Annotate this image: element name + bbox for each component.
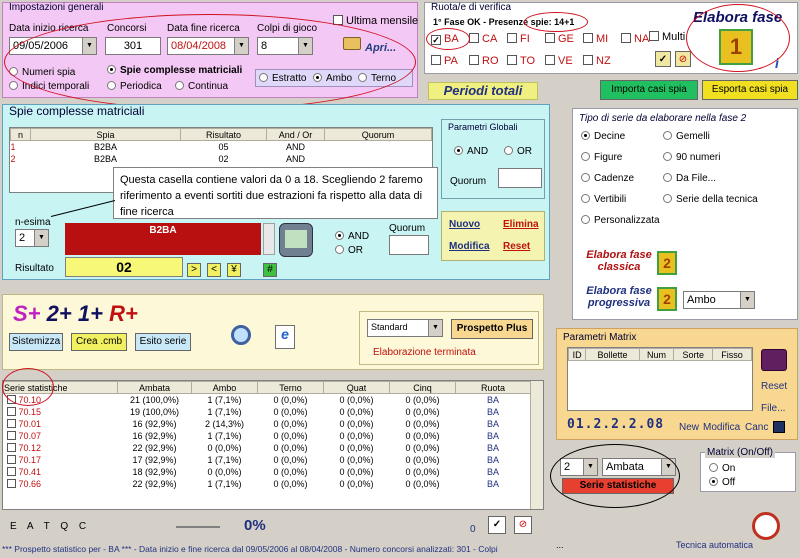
matrix-panel bbox=[556, 328, 798, 440]
checkbox-box bbox=[583, 55, 593, 65]
elabora-classica-button[interactable]: 2 bbox=[657, 251, 677, 275]
table-row[interactable] bbox=[4, 454, 531, 466]
table-cell: 0 (0,0%) bbox=[405, 418, 440, 429]
sistemizza-button[interactable]: Sistemizza bbox=[9, 333, 63, 351]
radio-circle bbox=[581, 194, 590, 203]
radio-circle bbox=[454, 146, 463, 155]
ie-document-icon[interactable]: e bbox=[275, 325, 295, 349]
prev-button[interactable]: < bbox=[207, 263, 221, 277]
table-cell: 17 (92,9%) bbox=[132, 454, 177, 465]
table-cell: 0 (0,0%) bbox=[339, 454, 374, 465]
reset-link[interactable]: Reset bbox=[503, 241, 531, 252]
table-cell: 0 (0,0%) bbox=[273, 394, 308, 405]
parametri-globali-box bbox=[441, 119, 545, 199]
radio-continua[interactable]: Continua bbox=[175, 81, 228, 92]
cancel-button[interactable]: ⊘ bbox=[675, 51, 691, 67]
radio-or[interactable]: OR bbox=[335, 245, 363, 256]
ultima-mensile-checkbox[interactable]: Ultima mensile bbox=[333, 15, 418, 27]
ruota-ge-checkbox[interactable]: GE bbox=[545, 33, 579, 45]
nuovo-link[interactable]: Nuovo bbox=[449, 219, 481, 230]
confirm-button[interactable]: ✓ bbox=[488, 516, 506, 534]
esporta-casi-spia-button[interactable]: Esporta casi spia bbox=[702, 80, 798, 100]
table-cell: 02 bbox=[218, 153, 229, 164]
table-cell: 2 bbox=[10, 153, 16, 164]
radio-circle bbox=[581, 215, 590, 224]
table-cell: 0 (0,0%) bbox=[405, 466, 440, 477]
radio-circle bbox=[504, 146, 513, 155]
table-cell: BA bbox=[486, 454, 499, 465]
splus-panel bbox=[2, 294, 544, 370]
radio-matrix-off[interactable]: Off bbox=[709, 477, 735, 488]
table-cell bbox=[325, 153, 432, 165]
table-cell: 0 (0,0%) bbox=[273, 478, 308, 489]
checkbox-box bbox=[545, 33, 555, 43]
table-cell: 0 (0,0%) bbox=[273, 430, 308, 441]
modifica-link[interactable]: Modifica bbox=[449, 241, 490, 252]
colpi-label: Colpi di gioco bbox=[257, 23, 318, 34]
table-row[interactable] bbox=[4, 478, 531, 490]
table-cell: 0 (0,0%) bbox=[273, 406, 308, 417]
pda-icon[interactable] bbox=[279, 223, 313, 257]
row-checkbox[interactable] bbox=[7, 419, 16, 428]
data-inizio-select[interactable]: 09/05/2006 ▼ bbox=[9, 37, 97, 55]
ruota-ve-checkbox[interactable]: VE bbox=[545, 55, 579, 67]
col-header: Ambo bbox=[192, 382, 258, 394]
serie-scrollbar[interactable] bbox=[530, 381, 543, 509]
radio-tipo-serie-della-tecnica[interactable]: Serie della tecnica bbox=[663, 194, 758, 205]
global-quorum-input[interactable] bbox=[498, 168, 542, 188]
data-inizio-label: Data inizio ricerca bbox=[9, 23, 89, 34]
matrix-modifica-link[interactable]: Modifica bbox=[703, 422, 741, 433]
table-cell: 0 (0,0%) bbox=[405, 430, 440, 441]
chevron-down-icon: ▼ bbox=[583, 459, 597, 475]
tooltip-arrow bbox=[51, 200, 115, 217]
radio-tipo-decine[interactable]: Decine bbox=[581, 131, 625, 142]
annotation-oval bbox=[4, 14, 416, 110]
stat-n-select[interactable]: 2 ▼ bbox=[560, 458, 598, 476]
radio-terno[interactable]: Terno bbox=[358, 73, 396, 84]
checkbox-box bbox=[583, 33, 593, 43]
save-icon[interactable] bbox=[773, 421, 785, 433]
col-header: Risultato bbox=[181, 129, 267, 141]
apri-link[interactable]: Apri... bbox=[365, 42, 397, 54]
data-fine-label: Data fine ricerca bbox=[167, 23, 240, 34]
elabora-progressiva-button[interactable]: 2 bbox=[657, 287, 677, 311]
col-header: Spia bbox=[31, 129, 181, 141]
spia-display: B2BA bbox=[65, 223, 261, 255]
chevron-down-icon: ▼ bbox=[34, 230, 48, 246]
spie-panel bbox=[2, 104, 550, 280]
info-icon[interactable]: i bbox=[775, 55, 779, 71]
table-cell: 0 (0,0%) bbox=[273, 454, 308, 465]
table-cell: 22 (92,9%) bbox=[132, 478, 177, 489]
table-cell: 0 (0,0%) bbox=[405, 454, 440, 465]
splus-title: S+ 2+ 1+ R+ bbox=[13, 301, 138, 326]
col-header: ID bbox=[569, 349, 586, 361]
table-cell: 1 (7,1%) bbox=[207, 430, 242, 441]
table-cell: 70.17 bbox=[4, 454, 118, 466]
table-cell: 0 (0,0%) bbox=[339, 406, 374, 417]
radio-estratto[interactable]: Estratto bbox=[259, 73, 306, 84]
row-checkbox[interactable] bbox=[7, 407, 16, 416]
table-row[interactable] bbox=[4, 418, 531, 430]
impostazioni-title: Impostazioni generali bbox=[9, 2, 104, 13]
ruote-title: Ruota/e di verifica bbox=[431, 2, 512, 13]
table-cell: 70.41 bbox=[4, 466, 118, 478]
elabora-classica-label: Elabora fase classica bbox=[586, 249, 652, 273]
radio-tipo-gemelli[interactable]: Gemelli bbox=[663, 131, 710, 142]
radio-circle bbox=[709, 463, 718, 472]
chevron-down-icon: ▼ bbox=[740, 292, 754, 308]
col-header: Cinq bbox=[390, 382, 456, 394]
table-cell: 1 (7,1%) bbox=[207, 478, 242, 489]
radio-spie-complesse[interactable]: Spie complesse matriciali bbox=[107, 65, 242, 76]
multi-checkbox[interactable]: Multi bbox=[649, 31, 685, 43]
next-button[interactable]: > bbox=[187, 263, 201, 277]
radio-circle bbox=[581, 173, 590, 182]
radio-circle bbox=[581, 152, 590, 161]
checkbox-box bbox=[545, 55, 555, 65]
data-fine-select[interactable]: 08/04/2008 ▼ bbox=[167, 37, 249, 55]
annotation-oval bbox=[426, 28, 470, 50]
checkbox-box bbox=[431, 55, 441, 65]
elaborazione-status: Elaborazione terminata bbox=[373, 347, 476, 358]
table-cell: 18 (92,9%) bbox=[132, 466, 177, 477]
col-header: Ruota bbox=[456, 382, 531, 394]
radio-ambo[interactable]: Ambo bbox=[313, 73, 352, 84]
table-row[interactable] bbox=[4, 466, 531, 478]
radio-circle bbox=[581, 131, 590, 140]
radio-and[interactable]: AND bbox=[335, 231, 369, 242]
matrix-file-link[interactable]: File... bbox=[761, 403, 786, 414]
ruote-status: 1° Fase OK - Presenze spie: 14+1 bbox=[433, 17, 575, 27]
radio-circle bbox=[663, 194, 672, 203]
table-cell: BA bbox=[486, 442, 499, 453]
row-checkbox[interactable] bbox=[7, 455, 16, 464]
col-header: Ambata bbox=[118, 382, 192, 394]
table-cell: 0 (0,0%) bbox=[405, 478, 440, 489]
ruota-fi-checkbox[interactable]: FI bbox=[507, 33, 541, 45]
table-cell: 2 (14,3%) bbox=[204, 418, 245, 429]
screen bbox=[285, 230, 307, 248]
importa-casi-spia-button[interactable]: Importa casi spia bbox=[600, 80, 698, 100]
tipo-serie-panel bbox=[572, 108, 798, 320]
table-row[interactable] bbox=[11, 153, 432, 165]
concorsi-input[interactable]: 301 bbox=[105, 37, 161, 55]
radio-circle bbox=[335, 231, 344, 240]
checkbox-box: ✓ bbox=[432, 35, 440, 45]
sorte-select[interactable]: Ambo ▼ bbox=[683, 291, 755, 309]
hash-button[interactable]: # bbox=[263, 263, 277, 277]
spia-scrollbar[interactable] bbox=[263, 223, 275, 255]
tipo-serie-title: Tipo di serie da elaborare nella fase 2 bbox=[579, 113, 747, 124]
checkbox-box bbox=[507, 55, 517, 65]
table-cell: 0 (0,0%) bbox=[273, 466, 308, 477]
table-cell: BA bbox=[486, 406, 499, 417]
radio-tipo-da-file-[interactable]: Da File... bbox=[663, 173, 716, 184]
chevron-down-icon: ▼ bbox=[234, 38, 248, 54]
table-row[interactable] bbox=[4, 406, 531, 418]
col-header: Fisso bbox=[713, 349, 752, 361]
row-checkbox[interactable] bbox=[7, 431, 16, 440]
table-cell: 0 (0,0%) bbox=[339, 478, 374, 489]
radio-tipo-personalizzata[interactable]: Personalizzata bbox=[581, 215, 660, 226]
global-quorum-label: Quorum bbox=[450, 176, 487, 187]
col-header: Bollette bbox=[586, 349, 640, 361]
radio-circle bbox=[663, 173, 672, 182]
sorte-filter-radios[interactable]: E A T Q C bbox=[10, 521, 91, 532]
table-cell: 0 (0,0%) bbox=[207, 466, 242, 477]
table-cell: 0 (0,0%) bbox=[339, 430, 374, 441]
book-icon[interactable] bbox=[761, 349, 787, 371]
table-cell: 0 (0,0%) bbox=[207, 442, 242, 453]
checkbox-box bbox=[469, 55, 479, 65]
risultato-display: 02 bbox=[65, 257, 183, 277]
table-cell: BA bbox=[486, 430, 499, 441]
table-cell: 0 (0,0%) bbox=[405, 406, 440, 417]
standard-select[interactable]: Standard ▼ bbox=[367, 319, 443, 337]
annotation-oval bbox=[686, 4, 790, 72]
matrix-new-link[interactable]: New bbox=[679, 422, 700, 433]
stop-button[interactable]: ⊘ bbox=[514, 516, 532, 534]
table-cell: B2BA bbox=[93, 153, 117, 164]
ruota-na-checkbox[interactable]: NA bbox=[621, 33, 655, 45]
col-header: Quorum bbox=[325, 129, 432, 141]
matrix-table[interactable] bbox=[567, 347, 753, 411]
quorum-label: Quorum bbox=[389, 223, 426, 234]
annotation-oval bbox=[550, 444, 680, 508]
table-cell: 0 (0,0%) bbox=[339, 394, 374, 405]
matrix-canc-link[interactable]: Canc bbox=[745, 422, 769, 433]
periodi-totali-banner: Periodi totali bbox=[428, 82, 538, 100]
radio-circle bbox=[9, 81, 18, 90]
table-cell: 70.15 bbox=[4, 406, 118, 418]
radio-tipo-figure[interactable]: Figure bbox=[581, 152, 622, 163]
chevron-down-icon: ▼ bbox=[661, 459, 675, 475]
progress-slider[interactable] bbox=[176, 526, 220, 528]
table-row[interactable] bbox=[4, 394, 531, 406]
checkbox-box bbox=[469, 33, 479, 43]
radio-tipo-90-numeri[interactable]: 90 numeri bbox=[663, 152, 720, 163]
spie-title: Spie complesse matriciali bbox=[9, 104, 145, 118]
status-ellipsis: ... bbox=[556, 540, 564, 550]
col-header: n bbox=[11, 129, 31, 141]
table-cell: 0 (0,0%) bbox=[405, 394, 440, 405]
elabora-progressiva-label: Elabora fase progressiva bbox=[586, 285, 652, 309]
tecnica-automatica-label: Tecnica automatica bbox=[676, 540, 754, 550]
tooltip-box: Questa casella contiene valori da 0 a 18. Scegliendo 2 faremo riferimento a eventi sortiti due estrazioni fa rispetto alla data di fine ricerca bbox=[113, 167, 438, 219]
esito-serie-button[interactable]: Esito serie bbox=[135, 333, 191, 351]
stat-sorte-select[interactable]: Ambata ▼ bbox=[602, 458, 676, 476]
ruota-mi-checkbox[interactable]: MI bbox=[583, 33, 617, 45]
table-cell: 1 bbox=[10, 141, 16, 152]
table-cell: 0 (0,0%) bbox=[273, 442, 308, 453]
table-cell: 70.66 bbox=[4, 478, 118, 490]
table-row[interactable] bbox=[11, 141, 432, 153]
table-cell: 1 (7,1%) bbox=[207, 394, 242, 405]
radio-circle bbox=[663, 152, 672, 161]
chevron-down-icon: ▼ bbox=[298, 38, 312, 54]
risultato-label: Risultato bbox=[15, 263, 54, 274]
table-cell: BA bbox=[486, 466, 499, 477]
radio-matrix-on[interactable]: On bbox=[709, 463, 735, 474]
colpi-select[interactable]: 8 ▼ bbox=[257, 37, 313, 55]
col-header: Quat bbox=[324, 382, 390, 394]
row-checkbox[interactable] bbox=[7, 467, 16, 476]
chevron-down-icon: ▼ bbox=[82, 38, 96, 54]
matrix-code: 01.2.2.2.08 bbox=[567, 417, 665, 432]
table-cell: 22 (92,9%) bbox=[132, 442, 177, 453]
crea-cmb-button[interactable]: Crea .cmb bbox=[71, 333, 127, 351]
table-cell: BA bbox=[486, 478, 499, 489]
ruota-ba-checkbox[interactable]: ✓ BA bbox=[432, 33, 459, 45]
table-cell: 16 (92,9%) bbox=[132, 418, 177, 429]
magnifier-icon[interactable] bbox=[231, 325, 251, 345]
concorsi-label: Concorsi bbox=[107, 23, 147, 34]
table-cell: 0 (0,0%) bbox=[339, 418, 374, 429]
serie-statistiche-button[interactable]: Serie statistiche bbox=[562, 478, 674, 494]
checkbox-box bbox=[507, 33, 517, 43]
table-cell: 21 (100,0%) bbox=[129, 394, 180, 405]
radio-tipo-cadenze[interactable]: Cadenze bbox=[581, 173, 634, 184]
table-cell: AND bbox=[285, 153, 305, 164]
table-cell: BA bbox=[486, 418, 499, 429]
table-cell: 70.12 bbox=[4, 442, 118, 454]
ok-button[interactable]: ✓ bbox=[655, 51, 671, 67]
elabora-fase-title: Elabora fase bbox=[693, 9, 783, 26]
table-cell: 0 (0,0%) bbox=[339, 442, 374, 453]
table-cell: 19 (100,0%) bbox=[129, 406, 180, 417]
matrix-onoff-box bbox=[700, 447, 796, 492]
matrix-title: Parametri Matrix bbox=[563, 332, 637, 343]
radio-tipo-vertibili[interactable]: Vertibili bbox=[581, 194, 626, 205]
table-row[interactable] bbox=[4, 442, 531, 454]
radio-global-and[interactable]: AND bbox=[454, 146, 488, 157]
ruota-ca-checkbox[interactable]: CA bbox=[469, 33, 503, 45]
table-cell: 05 bbox=[218, 141, 229, 152]
ruota-nz-checkbox[interactable]: NZ bbox=[583, 55, 617, 67]
checkbox-box bbox=[649, 31, 659, 41]
table-cell: 0 (0,0%) bbox=[273, 418, 308, 429]
ruota-ro-checkbox[interactable]: RO bbox=[469, 55, 503, 67]
row-checkbox[interactable] bbox=[7, 479, 16, 488]
matrix-reset-link[interactable]: Reset bbox=[761, 381, 788, 392]
ruota-to-checkbox[interactable]: TO bbox=[507, 55, 541, 67]
table-cell: B2BA bbox=[93, 141, 117, 152]
annotation-oval bbox=[524, 12, 588, 32]
matrix-onoff-title: Matrix (On/Off) bbox=[707, 447, 773, 458]
yen-button[interactable]: ¥ bbox=[227, 263, 241, 277]
target-icon[interactable] bbox=[752, 512, 780, 540]
ruota-pa-checkbox[interactable]: PA bbox=[431, 55, 465, 67]
table-cell bbox=[325, 141, 432, 153]
radio-periodica[interactable]: Periodica bbox=[107, 81, 162, 92]
table-cell: 70.07 bbox=[4, 430, 118, 442]
parametri-globali-title: Parametri Globali bbox=[448, 122, 518, 132]
table-cell: 16 (92,9%) bbox=[132, 430, 177, 441]
radio-numeri-spia[interactable]: Numeri spia bbox=[9, 67, 75, 78]
serie-table-wrap[interactable] bbox=[2, 380, 544, 510]
ruote-row-2 bbox=[431, 55, 617, 67]
chevron-down-icon: ▼ bbox=[428, 320, 442, 336]
nesima-label: n-esima bbox=[15, 217, 51, 228]
radio-circle bbox=[663, 131, 672, 140]
col-header: Sorte bbox=[674, 349, 713, 361]
table-cell: AND bbox=[285, 141, 305, 152]
checkbox-box bbox=[621, 33, 631, 43]
table-cell: 70.10 bbox=[4, 394, 118, 406]
col-header: Serie statistiche bbox=[4, 382, 118, 394]
col-header: Num bbox=[639, 349, 674, 361]
nesima-select[interactable]: 2 ▼ bbox=[15, 229, 49, 247]
annotation-oval bbox=[2, 368, 54, 406]
elabora-fase-1-button[interactable]: 1 bbox=[719, 29, 753, 65]
radio-circle bbox=[709, 477, 718, 486]
row-checkbox[interactable] bbox=[7, 443, 16, 452]
col-header: And / Or bbox=[267, 129, 325, 141]
count-zero: 0 bbox=[470, 524, 476, 535]
progress-percent: 0% bbox=[244, 517, 266, 534]
quorum-input[interactable] bbox=[389, 235, 429, 255]
status-bar: *** Prospetto statistico per - BA *** - Data inizio e fine ricerca dal 09/05/2006 al 08/04/2008 - Numero concorsi analizzati: 301 - Colpi bbox=[2, 544, 498, 554]
table-cell: 0 (0,0%) bbox=[405, 442, 440, 453]
table-cell: 70.01 bbox=[4, 418, 118, 430]
radio-indici-temporali[interactable]: Indici temporali bbox=[9, 81, 89, 92]
radio-circle bbox=[335, 245, 344, 254]
table-cell: 1 (7,1%) bbox=[207, 406, 242, 417]
elimina-link[interactable]: Elimina bbox=[503, 219, 539, 230]
table-cell: 0 (0,0%) bbox=[339, 466, 374, 477]
radio-global-or[interactable]: OR bbox=[504, 146, 532, 157]
prospetto-plus-button[interactable]: Prospetto Plus bbox=[451, 319, 533, 339]
table-cell: BA bbox=[486, 394, 499, 405]
table-cell: 1 (7,1%) bbox=[207, 454, 242, 465]
table-row[interactable] bbox=[4, 430, 531, 442]
col-header: Terno bbox=[258, 382, 324, 394]
